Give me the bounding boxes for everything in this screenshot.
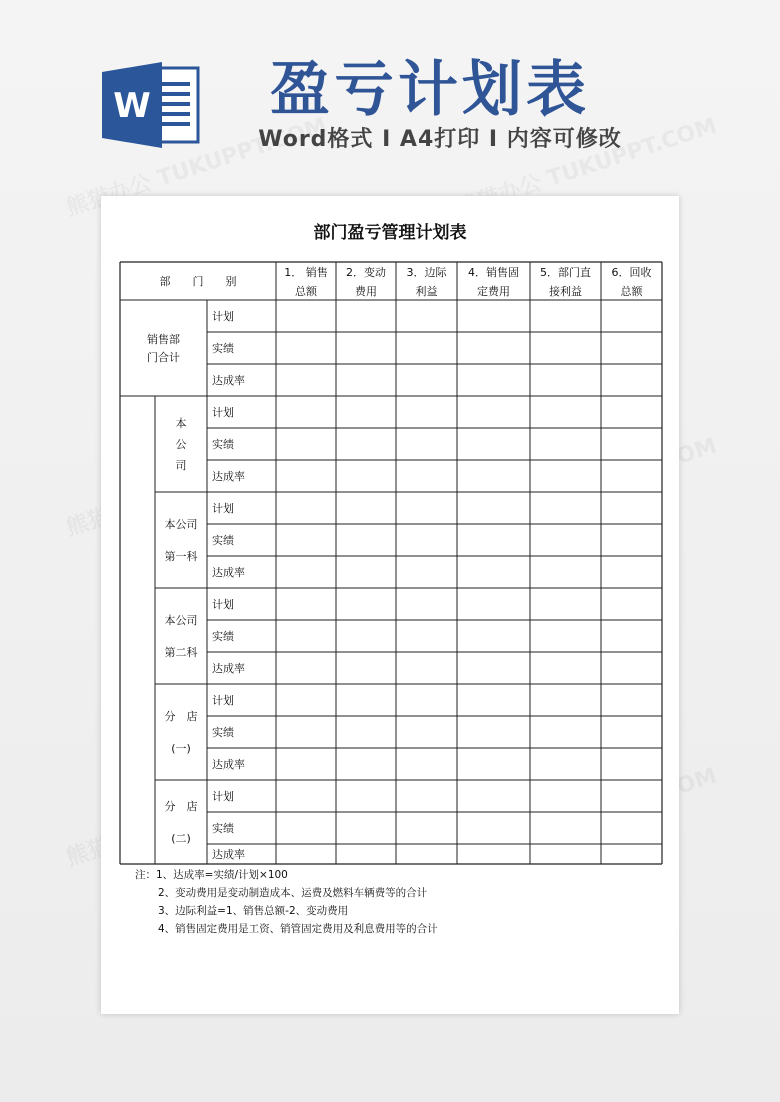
notes-section <box>135 866 438 938</box>
column-header: 2．变动 <box>346 266 386 279</box>
note-line: 4、销售固定费用是工资、销管固定费用及利息费用等的合计 <box>158 923 438 935</box>
note-line: 3、边际利益=1、销售总额-2、变动费用 <box>158 905 349 917</box>
logo-letter: W <box>113 86 151 126</box>
row-label: 达成率 <box>212 662 245 675</box>
document-page <box>101 196 679 1014</box>
page-title: 盈亏计划表 <box>270 55 590 125</box>
group-label: (一) <box>171 742 191 755</box>
dept-header: 部 门 别 <box>159 275 237 288</box>
row-label: 实绩 <box>212 438 234 451</box>
row-label: 计划 <box>212 598 234 611</box>
column-header: 利益 <box>415 285 438 298</box>
document-title: 部门盈亏管理计划表 <box>313 223 467 243</box>
row-label: 实绩 <box>212 342 234 355</box>
page-subtitle: Word格式 I A4打印 I 内容可修改 <box>258 127 622 152</box>
row-label: 实绩 <box>212 534 234 547</box>
column-header: 6．回收 <box>611 266 652 279</box>
column-header: 费用 <box>355 285 377 298</box>
group-label: 司 <box>175 459 187 472</box>
column-header: 4．销售固 <box>468 266 519 279</box>
word-logo-icon <box>100 62 204 148</box>
row-label: 达成率 <box>212 848 245 861</box>
row-label: 达成率 <box>212 566 245 579</box>
group-label: 第一科 <box>164 550 198 563</box>
column-header: 定费用 <box>477 285 510 298</box>
group-label: 门合计 <box>147 351 180 364</box>
row-label: 计划 <box>212 790 234 803</box>
column-header: 1． 销售 <box>284 266 328 279</box>
column-header: 总额 <box>295 285 317 298</box>
column-header: 3．边际 <box>406 266 447 279</box>
note-line: 2、变动费用是变动制造成本、运费及燃料车辆费等的合计 <box>158 887 428 899</box>
row-label: 计划 <box>212 694 234 707</box>
row-label: 计划 <box>212 406 234 419</box>
plan-table <box>101 196 679 876</box>
group-label: 第二科 <box>164 646 198 659</box>
group-label: 本 <box>175 417 187 430</box>
row-label: 实绩 <box>212 726 234 739</box>
row-label: 计划 <box>212 310 234 323</box>
group-label: 分 店 <box>164 710 198 723</box>
row-label: 达成率 <box>212 374 245 387</box>
row-label: 计划 <box>212 502 234 515</box>
column-header: 总额 <box>620 285 643 298</box>
note-line: 注：1、达成率=实绩/计划×100 <box>135 869 288 881</box>
group-label: 销售部 <box>147 333 180 346</box>
group-label: (二) <box>171 832 191 845</box>
row-label: 达成率 <box>212 470 245 483</box>
group-label: 本公司 <box>164 518 198 531</box>
column-header: 5．部门直 <box>540 266 591 279</box>
row-label: 达成率 <box>212 758 245 771</box>
column-header: 接利益 <box>549 285 582 298</box>
group-label: 分 店 <box>164 800 198 813</box>
group-label: 本公司 <box>164 614 198 627</box>
row-label: 实绩 <box>212 822 234 835</box>
group-label: 公 <box>175 438 187 451</box>
row-label: 实绩 <box>212 630 234 643</box>
